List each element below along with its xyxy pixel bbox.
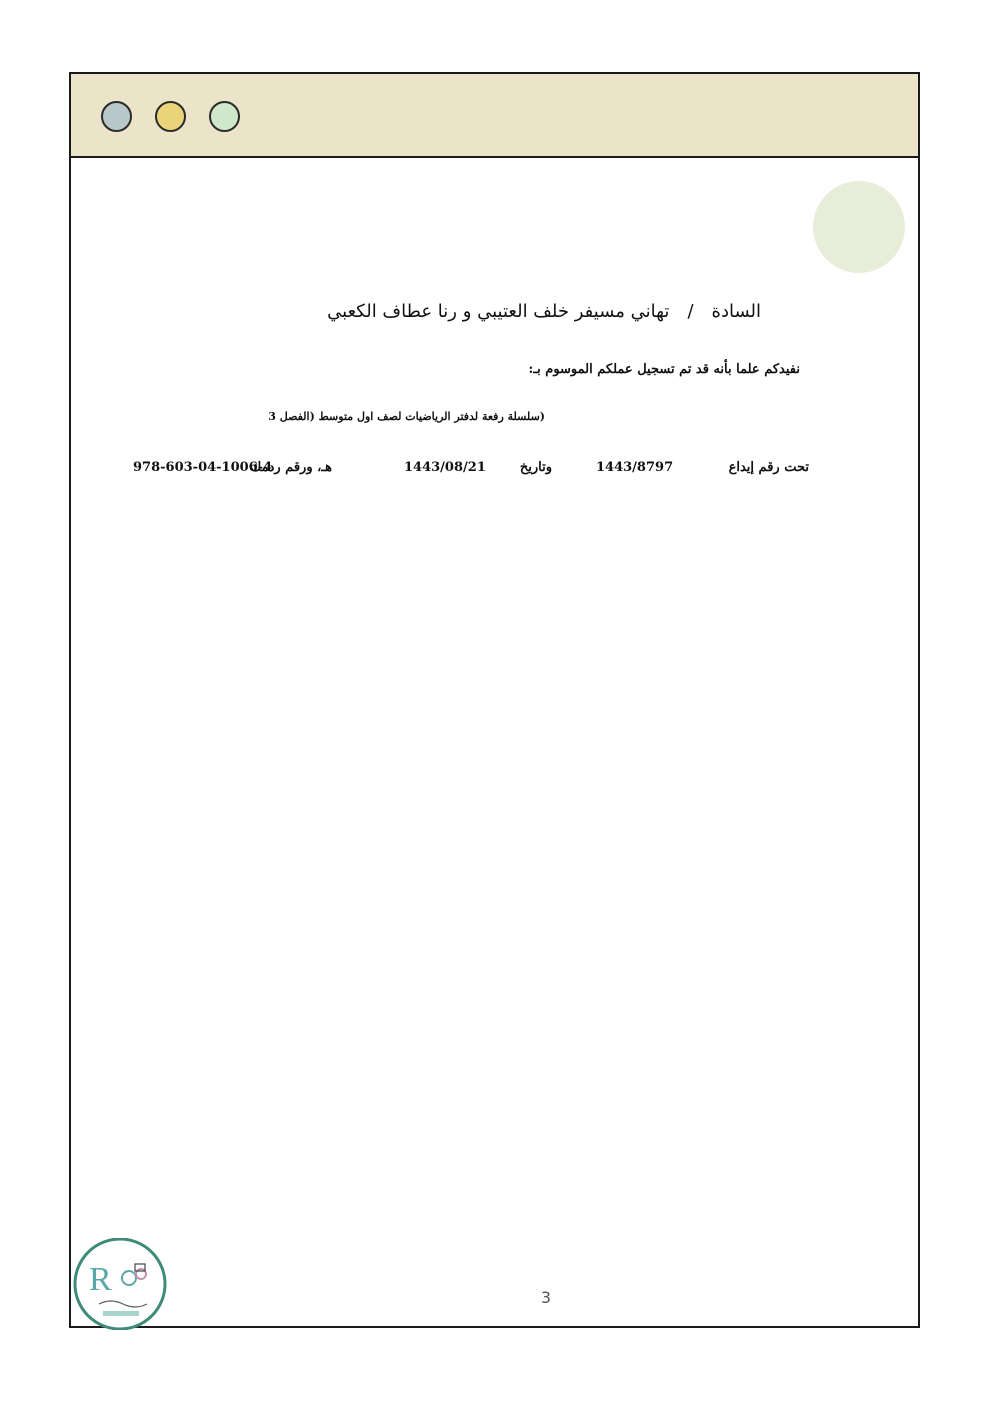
addressee-prefix: السادة <box>711 301 761 322</box>
addressee-slash: / <box>687 301 694 322</box>
page-frame <box>69 72 920 1328</box>
decorative-circle <box>813 181 905 273</box>
window-titlebar <box>71 74 918 158</box>
window-dot-gray <box>101 101 132 132</box>
window-dot-yellow <box>155 101 186 132</box>
window-dot-green <box>209 101 240 132</box>
page-number: 3 <box>540 1288 552 1307</box>
logo-emblem-icon <box>71 1238 169 1330</box>
work-title: (سلسلة رفعة لدفتر الرياضيات لصف اول متوسط (الفصل 3 <box>268 410 545 423</box>
addressee-names: تهاني مسيفر خلف العتيبي و رنا عطاف الكعبي <box>327 301 670 322</box>
notice-text: نفيدكم علما بأنه قد تم تسجيل عملكم الموسوم بـ: <box>528 362 800 377</box>
publisher-logo <box>71 1238 169 1330</box>
logo-letter: R <box>89 1261 112 1298</box>
deposit-label: تحت رقم إيداع <box>728 460 809 475</box>
date-value: 1443/08/21 <box>404 460 486 475</box>
deposit-number: 1443/8797 <box>596 460 674 475</box>
addressee-line <box>327 301 761 322</box>
date-label: وتاريخ <box>519 460 552 475</box>
isbn-label: هـ، ورقم ردمك <box>250 460 332 475</box>
isbn-value: 978-603-04-1006-4 <box>133 460 273 475</box>
